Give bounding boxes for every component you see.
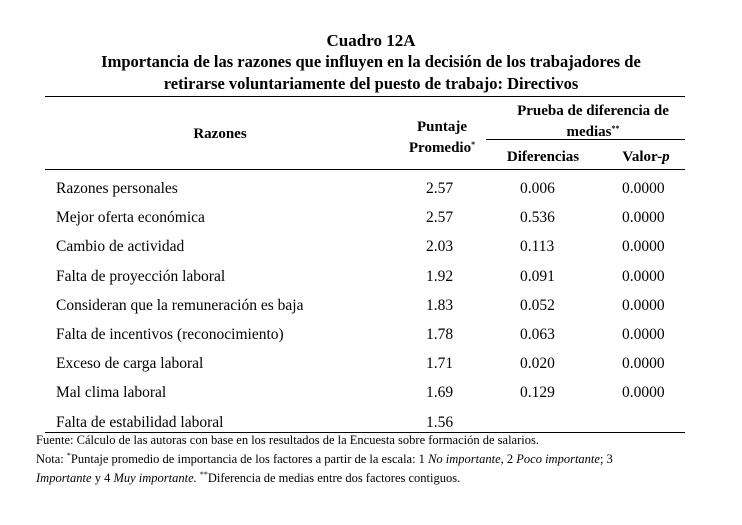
double-asterisk-mark: ** bbox=[611, 124, 620, 133]
table-row bbox=[45, 326, 685, 355]
table-row bbox=[45, 209, 685, 238]
table-number: Cuadro 12A bbox=[326, 31, 416, 50]
header-diferencias: Diferencias bbox=[506, 149, 580, 165]
valor-p-cell: 0.0000 bbox=[622, 209, 665, 227]
diferencia-cell: 0.006 bbox=[520, 180, 555, 197]
score-cell: 1.56 bbox=[426, 413, 454, 431]
diferencia-cell: 0.113 bbox=[520, 238, 555, 256]
score-cell: 1.69 bbox=[426, 384, 454, 402]
reason-cell: Razones personales bbox=[56, 180, 178, 197]
reason-cell: Cambio de actividad bbox=[56, 238, 185, 256]
score-cell: 2.03 bbox=[426, 238, 454, 256]
fuente-note: Fuente: Cálculo de las autoras con base en los resultados de la Encuesta sobre formación de salarios. bbox=[36, 433, 539, 447]
header-valor-p: Valor-p bbox=[622, 149, 670, 165]
reason-cell: Mejor oferta económica bbox=[56, 209, 205, 227]
valor-p-cell: 0.0000 bbox=[622, 326, 665, 343]
nota-note: Nota: *Puntaje promedio de importancia de los factores a partir de la escala: 1 No importante, 2 Poco importante; 3 bbox=[36, 451, 613, 466]
reason-cell: Mal clima laboral bbox=[56, 384, 167, 402]
valor-p-cell: 0.0000 bbox=[622, 296, 665, 314]
score-cell: 2.57 bbox=[426, 209, 454, 227]
valor-p-cell: 0.0000 bbox=[622, 180, 665, 197]
valor-p-cell: 0.0000 bbox=[622, 267, 665, 285]
table-row bbox=[45, 268, 685, 297]
table-row bbox=[45, 384, 685, 413]
header-prueba-line2: medias** bbox=[566, 124, 620, 140]
diferencia-cell: 0.536 bbox=[520, 209, 555, 227]
diferencia-cell: 0.063 bbox=[520, 326, 555, 343]
reason-cell: Falta de incentivos (reconocimiento) bbox=[56, 326, 284, 343]
table-title-line-1: Importancia de las razones que influyen en la decisión de los trabajadores de bbox=[101, 52, 641, 71]
header-puntaje-promedio bbox=[387, 118, 497, 157]
table-title-line-2: retirarse voluntariamente del puesto de trabajo: Directivos bbox=[163, 74, 579, 93]
header-prueba-line1: Prueba de diferencia de bbox=[517, 103, 669, 119]
asterisk-mark: * bbox=[471, 140, 476, 149]
valor-p-cell: 0.0000 bbox=[622, 355, 665, 373]
table-row bbox=[45, 355, 685, 384]
score-cell: 1.92 bbox=[426, 267, 454, 285]
header-bottom-rule bbox=[45, 169, 685, 170]
diferencia-cell: 0.129 bbox=[520, 384, 555, 402]
header-puntaje-line2: Promedio* bbox=[408, 140, 476, 156]
table-row bbox=[45, 297, 685, 326]
score-cell: 1.83 bbox=[426, 296, 454, 314]
table-row bbox=[45, 238, 685, 267]
valor-p-cell: 0.0000 bbox=[622, 238, 665, 256]
table-notes bbox=[36, 433, 726, 486]
nota-note-continued: Importante y 4 Muy importante. **Diferencia de medias entre dos factores contiguos. bbox=[36, 470, 461, 485]
reason-cell: Falta de proyección laboral bbox=[56, 267, 226, 285]
diferencia-cell: 0.052 bbox=[520, 296, 555, 314]
header-prueba-diferencia bbox=[486, 102, 700, 141]
diferencia-cell: 0.020 bbox=[520, 355, 555, 373]
reason-cell: Consideran que la remuneración es baja bbox=[56, 296, 304, 314]
reason-cell: Exceso de carga laboral bbox=[56, 355, 204, 373]
score-cell: 1.71 bbox=[426, 355, 454, 373]
top-rule bbox=[45, 96, 685, 97]
diferencia-cell: 0.091 bbox=[520, 267, 555, 285]
score-cell: 2.57 bbox=[426, 180, 454, 197]
header-razones: Razones bbox=[193, 126, 247, 142]
valor-p-cell: 0.0000 bbox=[622, 384, 665, 402]
header-puntaje-line1: Puntaje bbox=[417, 119, 467, 135]
table-row bbox=[45, 180, 685, 209]
reason-cell: Falta de estabilidad laboral bbox=[56, 413, 224, 431]
score-cell: 1.78 bbox=[426, 326, 454, 343]
